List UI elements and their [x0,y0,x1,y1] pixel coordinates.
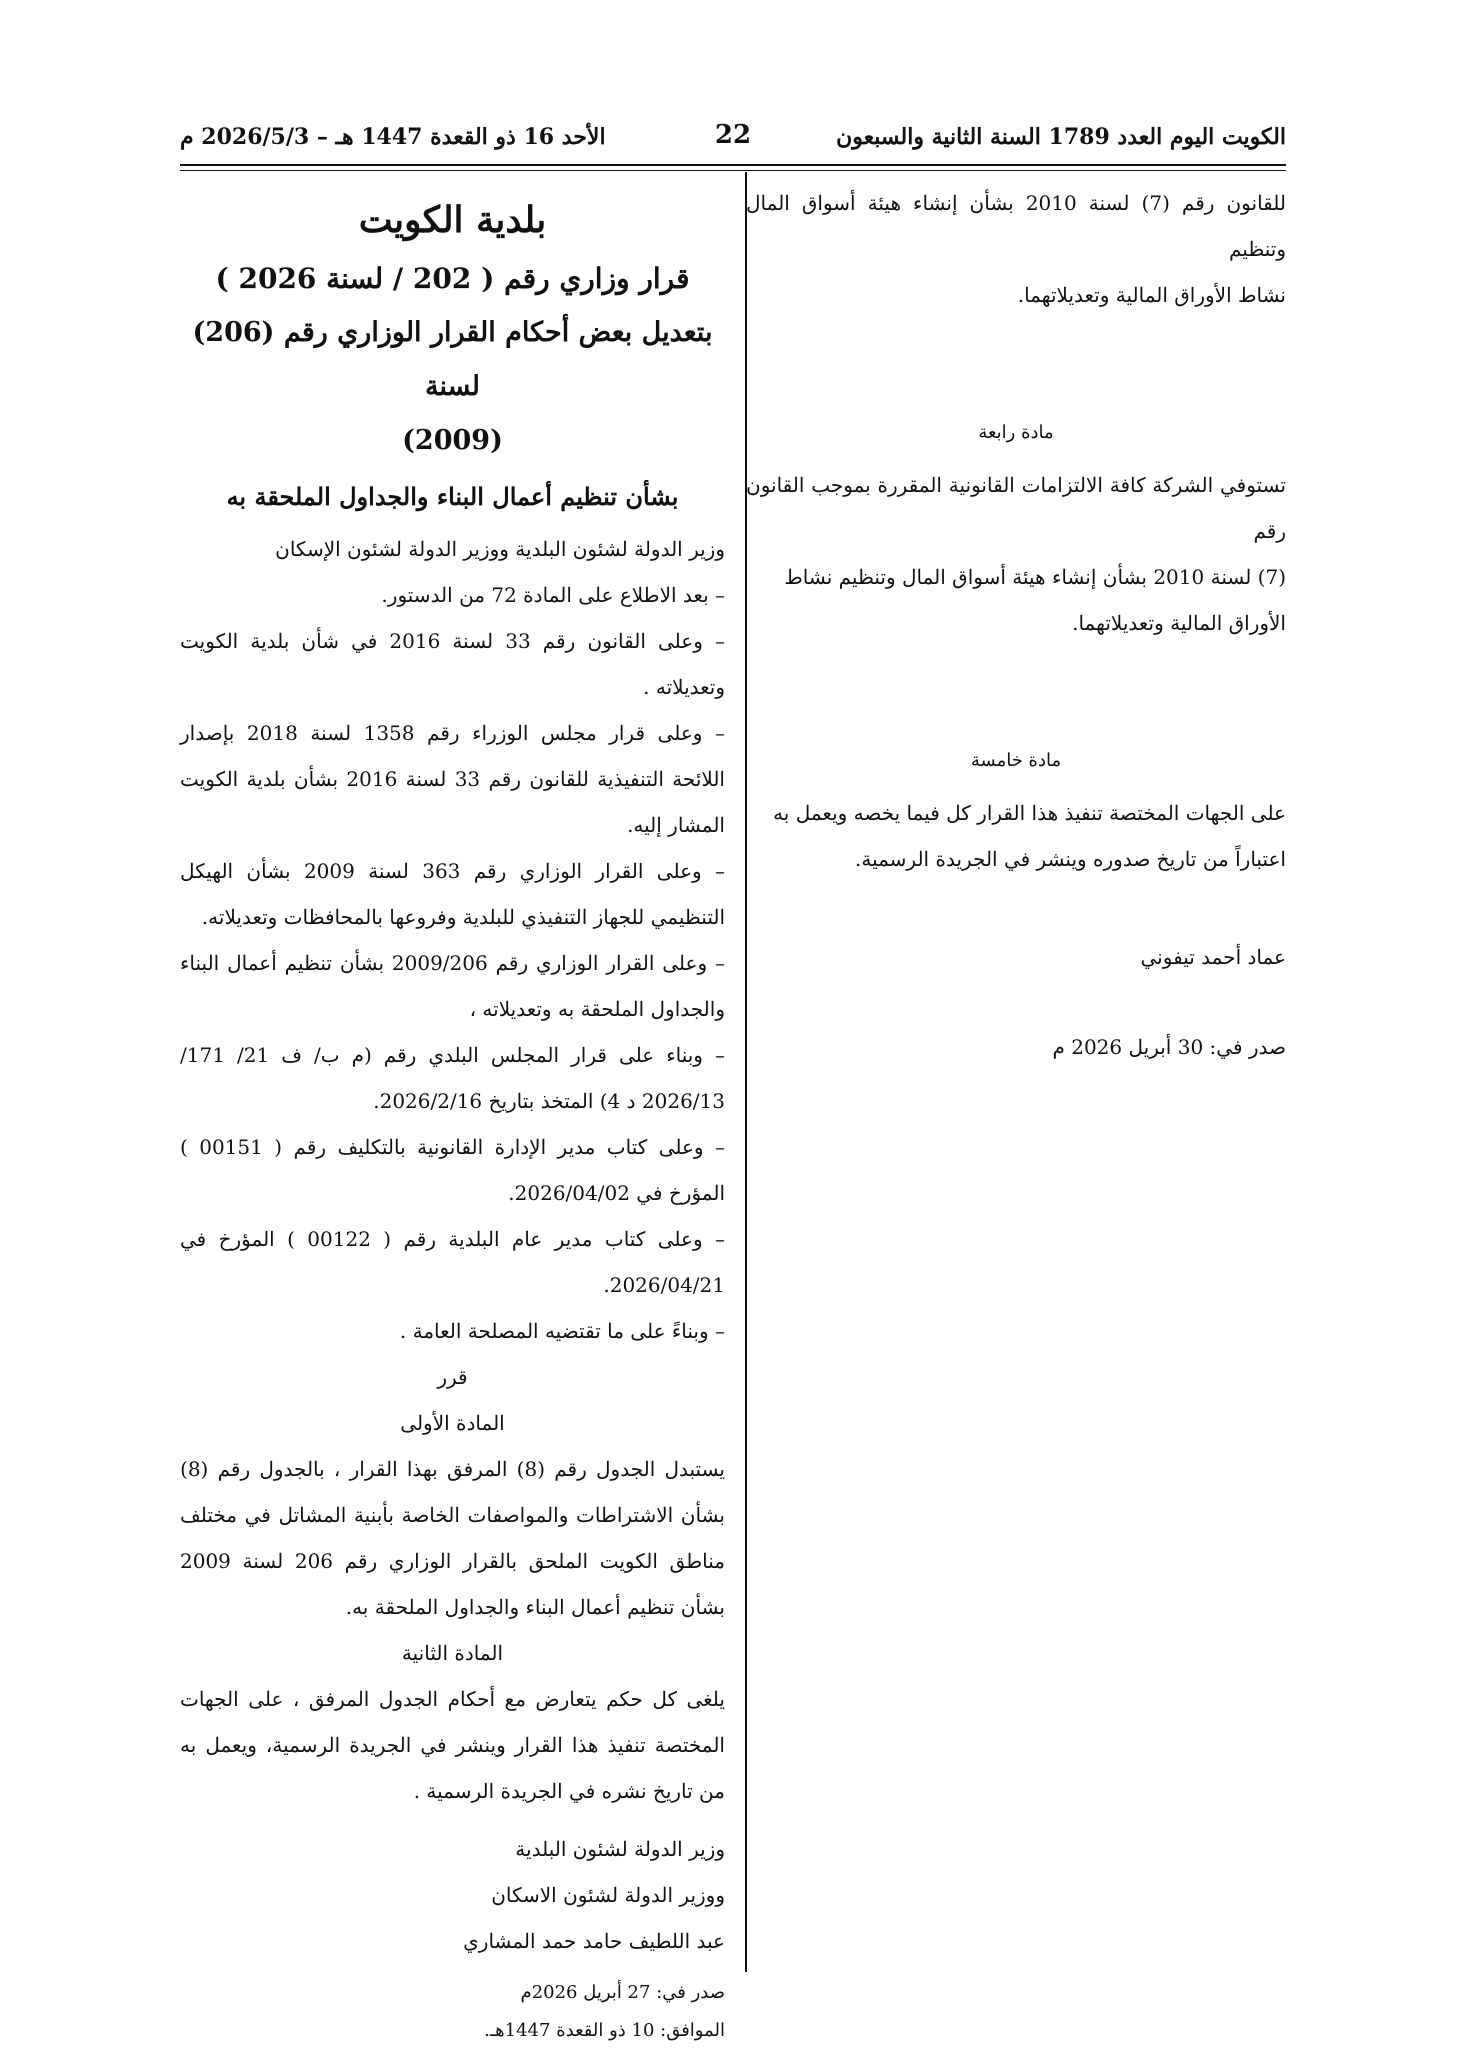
preamble-item: – وعلى القانون رقم 33 لسنة 2016 في شأن بلدية الكويت وتعديلاته . [180,629,725,699]
article2-title: المادة الثانية [401,1641,504,1665]
page-number: 22 [714,120,752,150]
signer-name: عماد أحمد تيفوني [1140,945,1286,969]
header-issue: الكويت اليوم العدد 1789 السنة الثانية والسبعون [836,124,1286,150]
issuer-line: وزير الدولة لشئون البلدية ووزير الدولة لشئون الإسكان [275,537,725,561]
hijri-date: الموافق: 10 ذو القعدة 1447هـ. [484,2020,725,2041]
header-rule [180,164,1286,166]
article4-line: تستوفي الشركة كافة الالتزامات القانونية المقررة بموجب القانون رقم [746,473,1286,543]
preamble-item: – وبناءً على ما تقتضيه المصلحة العامة . [399,1319,725,1343]
preamble-item: – وعلى القرار الوزاري رقم 2009/206 بشأن تنظيم أعمال البناء والجداول الملحقة به وتعديلاته ، [180,951,725,1021]
issue-date: صدر في: 30 أبريل 2026 م [1052,1035,1286,1059]
article1-title: المادة الأولى [400,1411,505,1435]
article5-title: مادة خامسة [970,750,1062,771]
article2-text: يلغى كل حكم يتعارض مع أحكام الجدول المرفق ، على الجهات المختصة تنفيذ هذا القرار وينشر في الجريدة الرسمية، ويعمل به من تاريخ نشره في الجريدة الرسمية . [180,1687,725,1803]
article5-line: اعتباراً من تاريخ صدوره وينشر في الجريدة الرسمية. [854,847,1286,871]
intro-line: للقانون رقم (7) لسنة 2010 بشأن إنشاء هيئة أسواق المال وتنظيم [746,191,1287,261]
decree-number: قرار وزاري رقم ( 202 / لسنة 2026 ) [215,262,690,295]
page-header [180,118,1286,158]
right-column [746,180,1286,1070]
signer-title: وزير الدولة لشئون البلدية [515,1837,725,1861]
preamble-item: – وعلى قرار مجلس الوزراء رقم 1358 لسنة 2018 بإصدار اللائحة التنفيذية للقانون رقم 33 لسنة 2016 بشأن بلدية الكويت المشار إليه. [180,721,725,837]
decree-subject-topic: بشأن تنظيم أعمال البناء والجداول الملحقة به [226,482,679,511]
preamble-item: – وبناء على قرار المجلس البلدي رقم (م ب/ ف 21/ 171/ 2026/13 د 4) المتخذ بتاريخ 2026/2/16. [180,1043,725,1113]
article4-title: مادة رابعة [978,422,1054,443]
header-rule-thin [180,170,1286,171]
issue-date: صدر في: 27 أبريل 2026م [520,1982,725,2003]
article1-text: يستبدل الجدول رقم (8) المرفق بهذا القرار ، بالجدول رقم (8) بشأن الاشتراطات والمواصفات الخاصة بأبنية المشاتل في مختلف مناطق الكويت الملحق بالقرار الوزاري رقم 206 لسنة 2009 بشأن تنظيم أعمال البناء والجداول الملحقة به. [180,1457,725,1619]
decided-label: قرر [437,1365,468,1389]
preamble-item: – وعلى القرار الوزاري رقم 363 لسنة 2009 بشأن الهيكل التنظيمي للجهاز التنفيذي للبلدية وفروعها بالمحافظات وتعديلاته. [180,859,725,929]
preamble-item: – وعلى كتاب مدير عام البلدية رقم ( 00122 ) المؤرخ في 2026/04/21. [180,1227,725,1297]
article4-line: الأوراق المالية وتعديلاتهما. [1072,611,1286,635]
article5-line: على الجهات المختصة تنفيذ هذا القرار كل فيما يخصه ويعمل به [773,801,1286,825]
signer-title: ووزير الدولة لشئون الاسكان [491,1883,725,1907]
intro-line: نشاط الأوراق المالية وتعديلاتهما. [1017,283,1286,307]
preamble-item: – وعلى كتاب مدير الإدارة القانونية بالتكليف رقم ( 00151 ) المؤرخ في 2026/04/02. [180,1135,725,1205]
preamble-item: – بعد الاطلاع على المادة 72 من الدستور. [381,583,725,607]
signer-name: عبد اللطيف حامد حمد المشاري [463,1929,725,1953]
decree-subject: بتعديل بعض أحكام القرار الوزاري رقم (206) لسنة [192,317,713,402]
article4-line: (7) لسنة 2010 بشأن إنشاء هيئة أسواق المال وتنظيم نشاط [784,565,1286,589]
left-column [180,188,725,2050]
decree-subject-year: (2009) [402,425,503,456]
header-date: الأحد 16 ذو القعدة 1447 هـ – 2026/5/3 م [180,124,606,150]
org-title: بلدية الكويت [358,199,547,241]
